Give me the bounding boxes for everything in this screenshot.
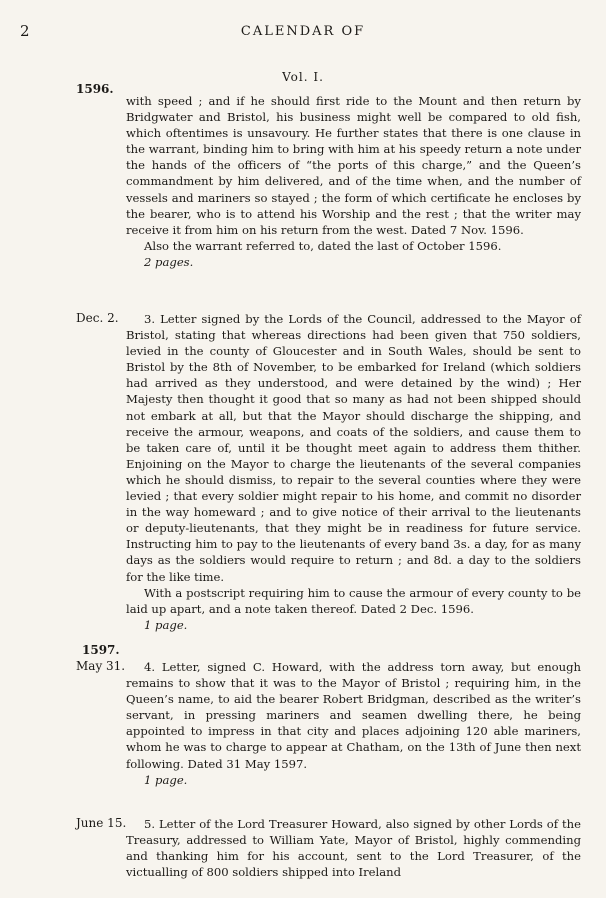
entry-5 xyxy=(126,816,581,880)
page-header xyxy=(0,22,606,42)
entry-3-text: 3. Letter signed by the Lords of the Council, addressed to the Mayor of Bristol, stating that whereas directions had been given that 750 soldiers, levied in the county of Gloucester and in South Wales, should be sent to Bristol by the 8th of November, to be embarked for Ireland (which soldiers had arrived as they understood, and were detained by the wind) ; Her Majesty then thought it good that so many as had not been shipped should not embark at all, but that the Mayor should discharge the shipping, and receive the armour, weapons, and coats of the soldiers, and cause them to be taken care of, until it be thought meet again to address them thither. Enjoining on the Mayor to charge the lieutenants of the several companies which he should dismiss, to repair to the several counties where they were levied ; that every soldier might repair to his home, and commit no disorder in the way homeward ; and to give notice of their arrival to the lieutenants or deputy-lieutenants, that they might be in readiness for future service. Instructing him to pay to the lieutenants of every band 3s. a day, for as many days as the soldiers would require to return ; and 8d. a day to the soldiers for the like time. xyxy=(126,312,581,584)
page-number: 2 xyxy=(20,22,30,40)
entry-3 xyxy=(126,311,581,633)
margin-date-june15: June 15. xyxy=(76,816,127,830)
entry-4-text: 4. Letter, signed C. Howard, with the address torn away, but enough remains to show that it was to the Mayor of Bristol ; requiring him, in the Queen’s name, to aid the bearer Robert Bridgman, described as the writer’s servant, in pressing mariners and seamen dwelling there, he being appointed to impress in that city and places adjoining 120 able mariners, whom he was to charge to appear at Chatham, on the 13th of June then next following. Dated 31 May 1597. xyxy=(126,660,581,771)
continuation-also: Also the warrant referred to, dated the last of October 1596. xyxy=(144,238,502,253)
continuation-pages: 2 pages. xyxy=(144,254,194,269)
continuation-text: with speed ; and if he should first ride to the Mount and then return by Bridgwater and Bristol, his business might well be compared to old fish, which oftentimes is unsavoury. He further states that there is one clause in the warrant, binding him to bring with him at his speedy return a note under the hands of the officers of “the ports of this charge,” and the Queen’s commandment by him delivered, and of the time when, and the number of vessels and mariners so stayed ; the form of which certificate he encloses by the bearer, who is to attend his Worship and the rest ; that the writer may receive it from him on his return from the west. Dated 7 Nov. 1596. xyxy=(126,94,581,237)
entry-5-text: 5. Letter of the Lord Treasurer Howard, also signed by other Lords of the Treasury, addressed to William Yate, Mayor of Bristol, highly commending and thanking him for his account, sent to the Lord Treasurer, of the victualling of 800 soldiers shipped into Ireland xyxy=(126,817,581,880)
margin-year-1596: 1596. xyxy=(76,82,114,96)
entry-4-pages: 1 page. xyxy=(144,772,188,787)
margin-year-1597: 1597. xyxy=(82,643,120,657)
margin-date-may31: May 31. xyxy=(76,659,126,673)
entry-continuation xyxy=(126,93,581,270)
entry-4 xyxy=(126,659,581,788)
entry-3-postscript: With a postscript requiring him to cause the armour of every county to be laid up apart, and a note taken thereof. Dated 2 Dec. 1596. xyxy=(126,585,581,616)
margin-date-dec2: Dec. 2. xyxy=(76,311,119,325)
entry-3-pages: 1 page. xyxy=(144,617,188,632)
volume-heading: Vol. I. xyxy=(282,70,324,84)
running-head: CALENDAR OF xyxy=(240,24,366,39)
